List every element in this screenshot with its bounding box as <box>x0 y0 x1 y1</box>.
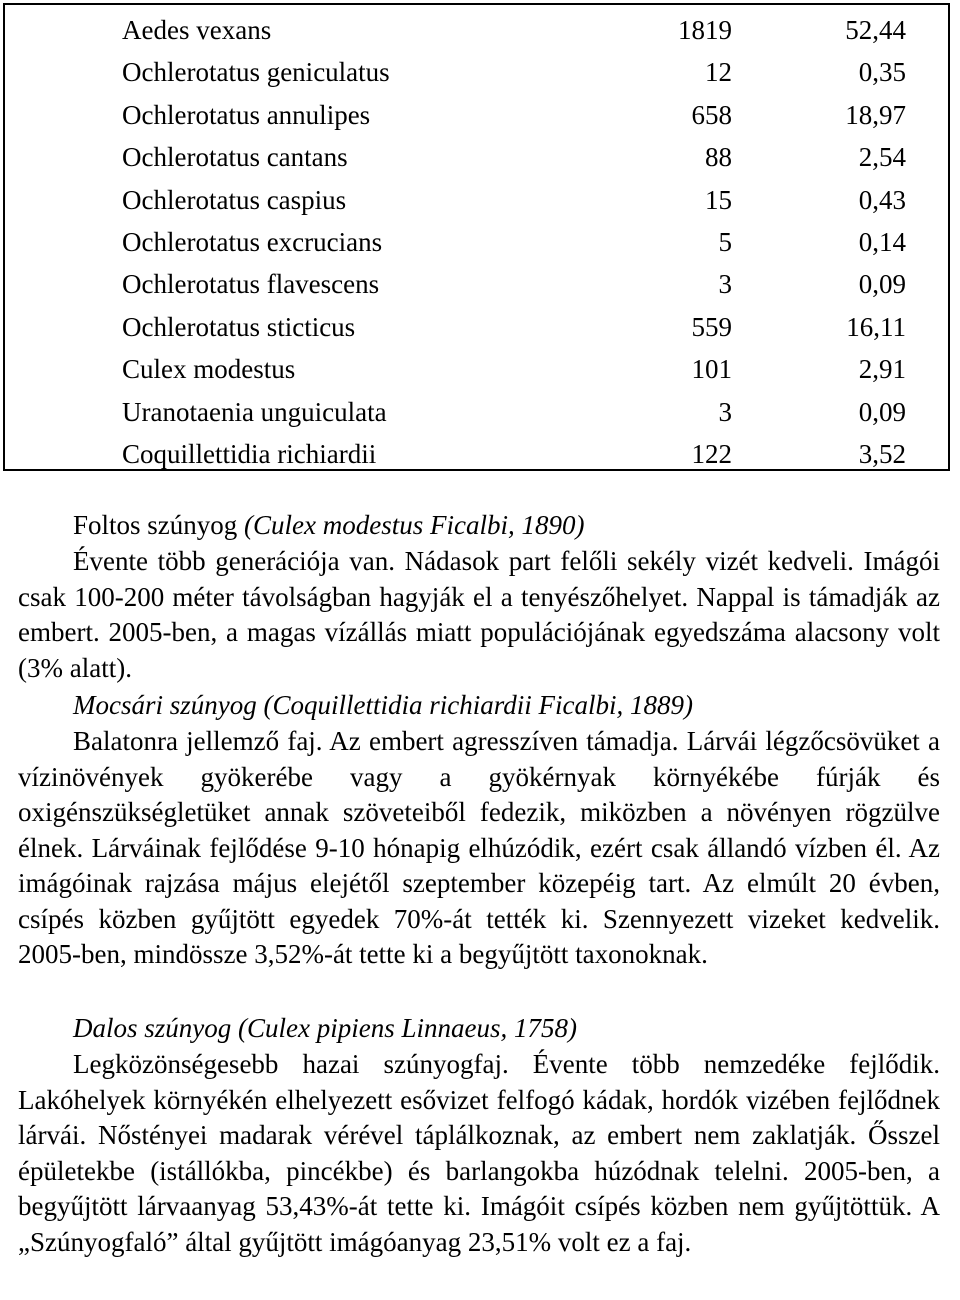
species-name: Ochlerotatus flavescens <box>122 269 380 300</box>
table-row <box>5 51 948 93</box>
table-row <box>5 179 948 221</box>
species-name: Ochlerotatus cantans <box>122 142 348 173</box>
percent-value: 2,91 <box>858 354 906 385</box>
species-table <box>3 3 950 471</box>
percent-value: 2,54 <box>858 142 906 173</box>
heading-common-name: Foltos szúnyog <box>73 510 245 540</box>
specimen-count: 559 <box>691 311 732 342</box>
table-row <box>5 136 948 178</box>
percent-value: 3,52 <box>858 439 906 469</box>
species-name: Ochlerotatus geniculatus <box>122 57 390 88</box>
table-row <box>5 306 948 348</box>
heading-scientific-name: (Culex modestus Ficalbi, 1890) <box>244 510 585 540</box>
table-row <box>5 9 948 51</box>
percent-value: 0,14 <box>858 227 906 257</box>
table-row <box>5 221 948 263</box>
species-name: Aedes vexans <box>122 15 272 45</box>
percent-value: 0,43 <box>858 184 906 215</box>
specimen-count: 3 <box>718 396 732 427</box>
section-body-foltos: Évente több generációja van. Nádasok part felőli sekély vizét kedveli. Imágói csak 100-200 méter távolságban hagyják el a tenyészőhelyet. Nappal is támadják az embert. 2005-ben, a magas vízállás miatt populációjának egyedszáma alacsony volt (3% alatt). <box>18 546 940 683</box>
specimen-count: 5 <box>718 227 732 257</box>
percent-value: 0,09 <box>858 269 906 300</box>
species-name: Uranotaenia unguiculata <box>122 396 387 427</box>
species-name: Culex modestus <box>122 354 296 385</box>
table-row <box>5 433 948 475</box>
percent-value: 0,09 <box>858 396 906 427</box>
species-name: Coquillettidia richiardii <box>122 439 377 469</box>
specimen-count: 15 <box>705 184 732 215</box>
specimen-count: 101 <box>691 354 732 385</box>
percent-value: 18,97 <box>845 99 906 130</box>
species-name: Ochlerotatus excrucians <box>122 227 383 257</box>
section-heading-foltos <box>73 508 584 544</box>
percent-value: 16,11 <box>846 311 906 342</box>
table-row <box>5 348 948 390</box>
specimen-count: 88 <box>705 142 732 173</box>
section-heading-mocsari: Mocsári szúnyog (Coquillettidia richiardii Ficalbi, 1889) <box>73 690 693 720</box>
table-row <box>5 391 948 433</box>
specimen-count: 1819 <box>678 15 732 45</box>
section-heading-dalos: Dalos szúnyog (Culex pipiens Linnaeus, 1758) <box>73 1013 577 1043</box>
species-name: Ochlerotatus sticticus <box>122 311 356 342</box>
specimen-count: 122 <box>691 439 732 469</box>
specimen-count: 12 <box>705 57 732 88</box>
section-body-mocsari: Balatonra jellemző faj. Az embert agresszíven támadja. Lárvái légzőcsövüket a vízinövények gyökerébe vagy a gyökérnyak környékébe fúrják és oxigénszükségletüket annak szöveteiből fedezik, miközben a növényen rögzülve élnek. Lárváinak fejlődése 9-10 hónapig elhúzódik, ezért csak állandó vízben él. Az imágóinak rajzása május elejétől szeptember közepéig tart. Az elmúlt 20 évben, csípés közben gyűjtött egyedek 70%-át tették ki. Szennyezett vizeket kedvelik. 2005-ben, mindössze 3,52%-át tette ki a begyűjtött taxonoknak. <box>18 726 940 969</box>
percent-value: 52,44 <box>845 15 906 45</box>
specimen-count: 3 <box>718 269 732 300</box>
section-body-dalos: Legközönségesebb hazai szúnyogfaj. Évente több nemzedéke fejlődik. Lakóhelyek környékén elhelyezett esővizet felfogó kádak, hordók vizében fejlődnek lárvái. Nőstényei madarak vérével táplálkoznak, az embert nem zaklatják. Ősszel épületekbe (istállókba, pincékbe) és barlangokba húzódnak telelni. 2005-ben, a begyűjtött lárvaanyag 53,43%-át tette ki. Imágóit csípés közben nem gyűjtöttük. A „Szúnyogfaló” által gyűjtött imágóanyag 23,51% volt ez a faj. <box>18 1049 940 1257</box>
table-row <box>5 263 948 305</box>
species-name: Ochlerotatus annulipes <box>122 99 371 130</box>
species-name: Ochlerotatus caspius <box>122 184 347 215</box>
percent-value: 0,35 <box>858 57 906 88</box>
specimen-count: 658 <box>691 99 732 130</box>
table-row <box>5 94 948 136</box>
